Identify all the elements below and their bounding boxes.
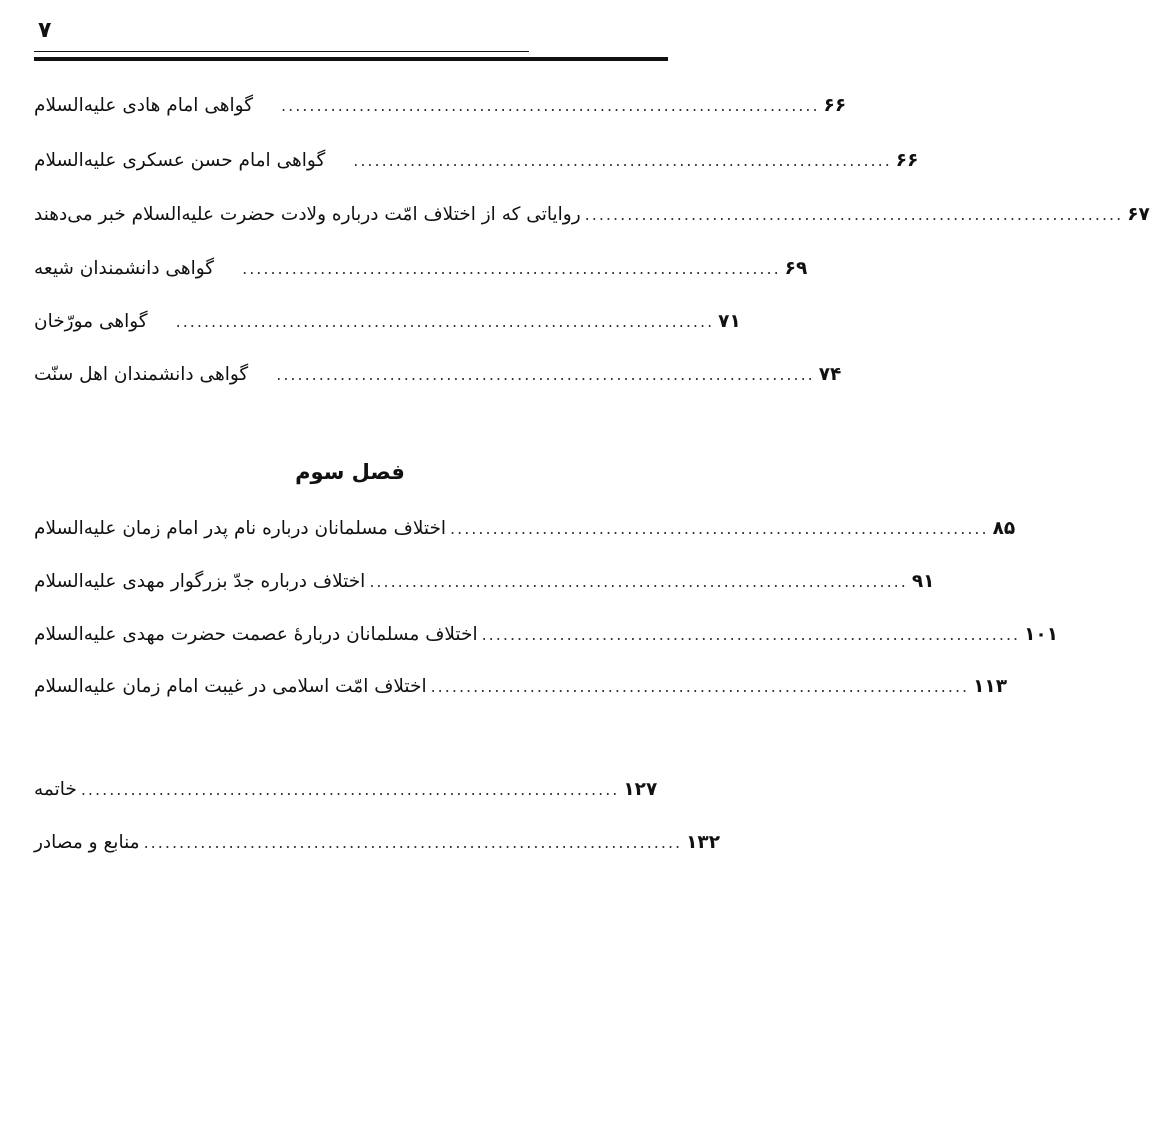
toc-entry-page: ۱۲۷: [623, 778, 658, 800]
toc-entry-page: ۱۰۱: [1024, 623, 1058, 645]
toc-entry-page: ۹۱: [911, 570, 935, 592]
toc-entry-title: اختلاف مسلمانان دربارهٔ عصمت حضرت مهدی علیه‌السلام: [34, 623, 478, 645]
toc-entry: [34, 197, 1150, 231]
toc-entry: [34, 143, 919, 177]
toc-entry: [34, 564, 935, 598]
toc-entry-title: گواهی دانشمندان شیعه: [34, 257, 215, 279]
toc-entry-title: اختلاف درباره جدّ بزرگوار مهدی علیه‌السلام: [34, 570, 366, 592]
page-number: ۷: [38, 18, 52, 43]
toc-entry-title: گواهی امام هادی علیه‌السلام: [34, 94, 254, 116]
toc-leader: ............................................................................: [430, 676, 970, 696]
header-rule-thick: [34, 57, 668, 61]
toc-entry-page: ۸۵: [992, 517, 1016, 539]
toc-leader: ............................................................................: [481, 624, 1021, 644]
toc-entry-page: ۶۶: [823, 94, 847, 116]
toc-entry: [34, 825, 720, 859]
toc-leader: ............................................................................: [143, 832, 683, 852]
toc-leader: ............................................................................: [584, 204, 1124, 224]
toc-entry-title: گواهی دانشمندان اهل سنّت: [34, 363, 249, 385]
toc-entry-title: منابع و مصادر: [34, 831, 140, 853]
toc-leader: ............................................................................: [369, 571, 908, 591]
toc-leader: ............................................................................: [276, 364, 815, 384]
toc-entry: [34, 88, 847, 122]
toc-entry: [34, 617, 1058, 651]
toc-leader: ............................................................................: [175, 311, 715, 331]
section-heading: فصل سوم: [295, 460, 405, 484]
toc-leader: ............................................................................: [450, 518, 989, 538]
toc-entry: [34, 669, 1007, 703]
toc-entry-page: ۷۱: [718, 310, 741, 332]
toc-entry-page: ۶۶: [895, 149, 919, 171]
toc-entry: [34, 304, 741, 338]
toc-entry-title: گواهی امام حسن عسکری علیه‌السلام: [34, 149, 326, 171]
toc-entry: [34, 251, 808, 285]
toc-leader: ............................................................................: [80, 779, 620, 799]
toc-entry-title: خاتمه: [34, 778, 77, 800]
toc-leader: ............................................................................: [242, 258, 781, 278]
toc-entry-page: ۶۹: [784, 257, 808, 279]
toc-entry: [34, 357, 842, 391]
toc-leader: ............................................................................: [353, 150, 892, 170]
toc-entry: [34, 511, 1016, 545]
toc-leader: ............................................................................: [281, 95, 820, 115]
toc-entry-page: ۱۱۳: [973, 675, 1007, 697]
toc-entry: [34, 772, 658, 806]
header-rule-thin: [34, 51, 529, 52]
toc-entry-title: اختلاف امّت اسلامی در غیبت امام زمان علیه‌السلام: [34, 675, 427, 697]
toc-entry-page: ۷۴: [818, 363, 842, 385]
toc-entry-title: گواهی مورّخان: [34, 310, 148, 332]
toc-entry-title: اختلاف مسلمانان درباره نام پدر امام زمان علیه‌السلام: [34, 517, 447, 539]
toc-entry-page: ۱۳۲: [686, 831, 720, 853]
toc-entry-title: روایاتی که از اختلاف امّت درباره ولادت حضرت علیه‌السلام خبر می‌دهند: [34, 203, 581, 225]
toc-entry-page: ۶۷: [1127, 203, 1150, 225]
